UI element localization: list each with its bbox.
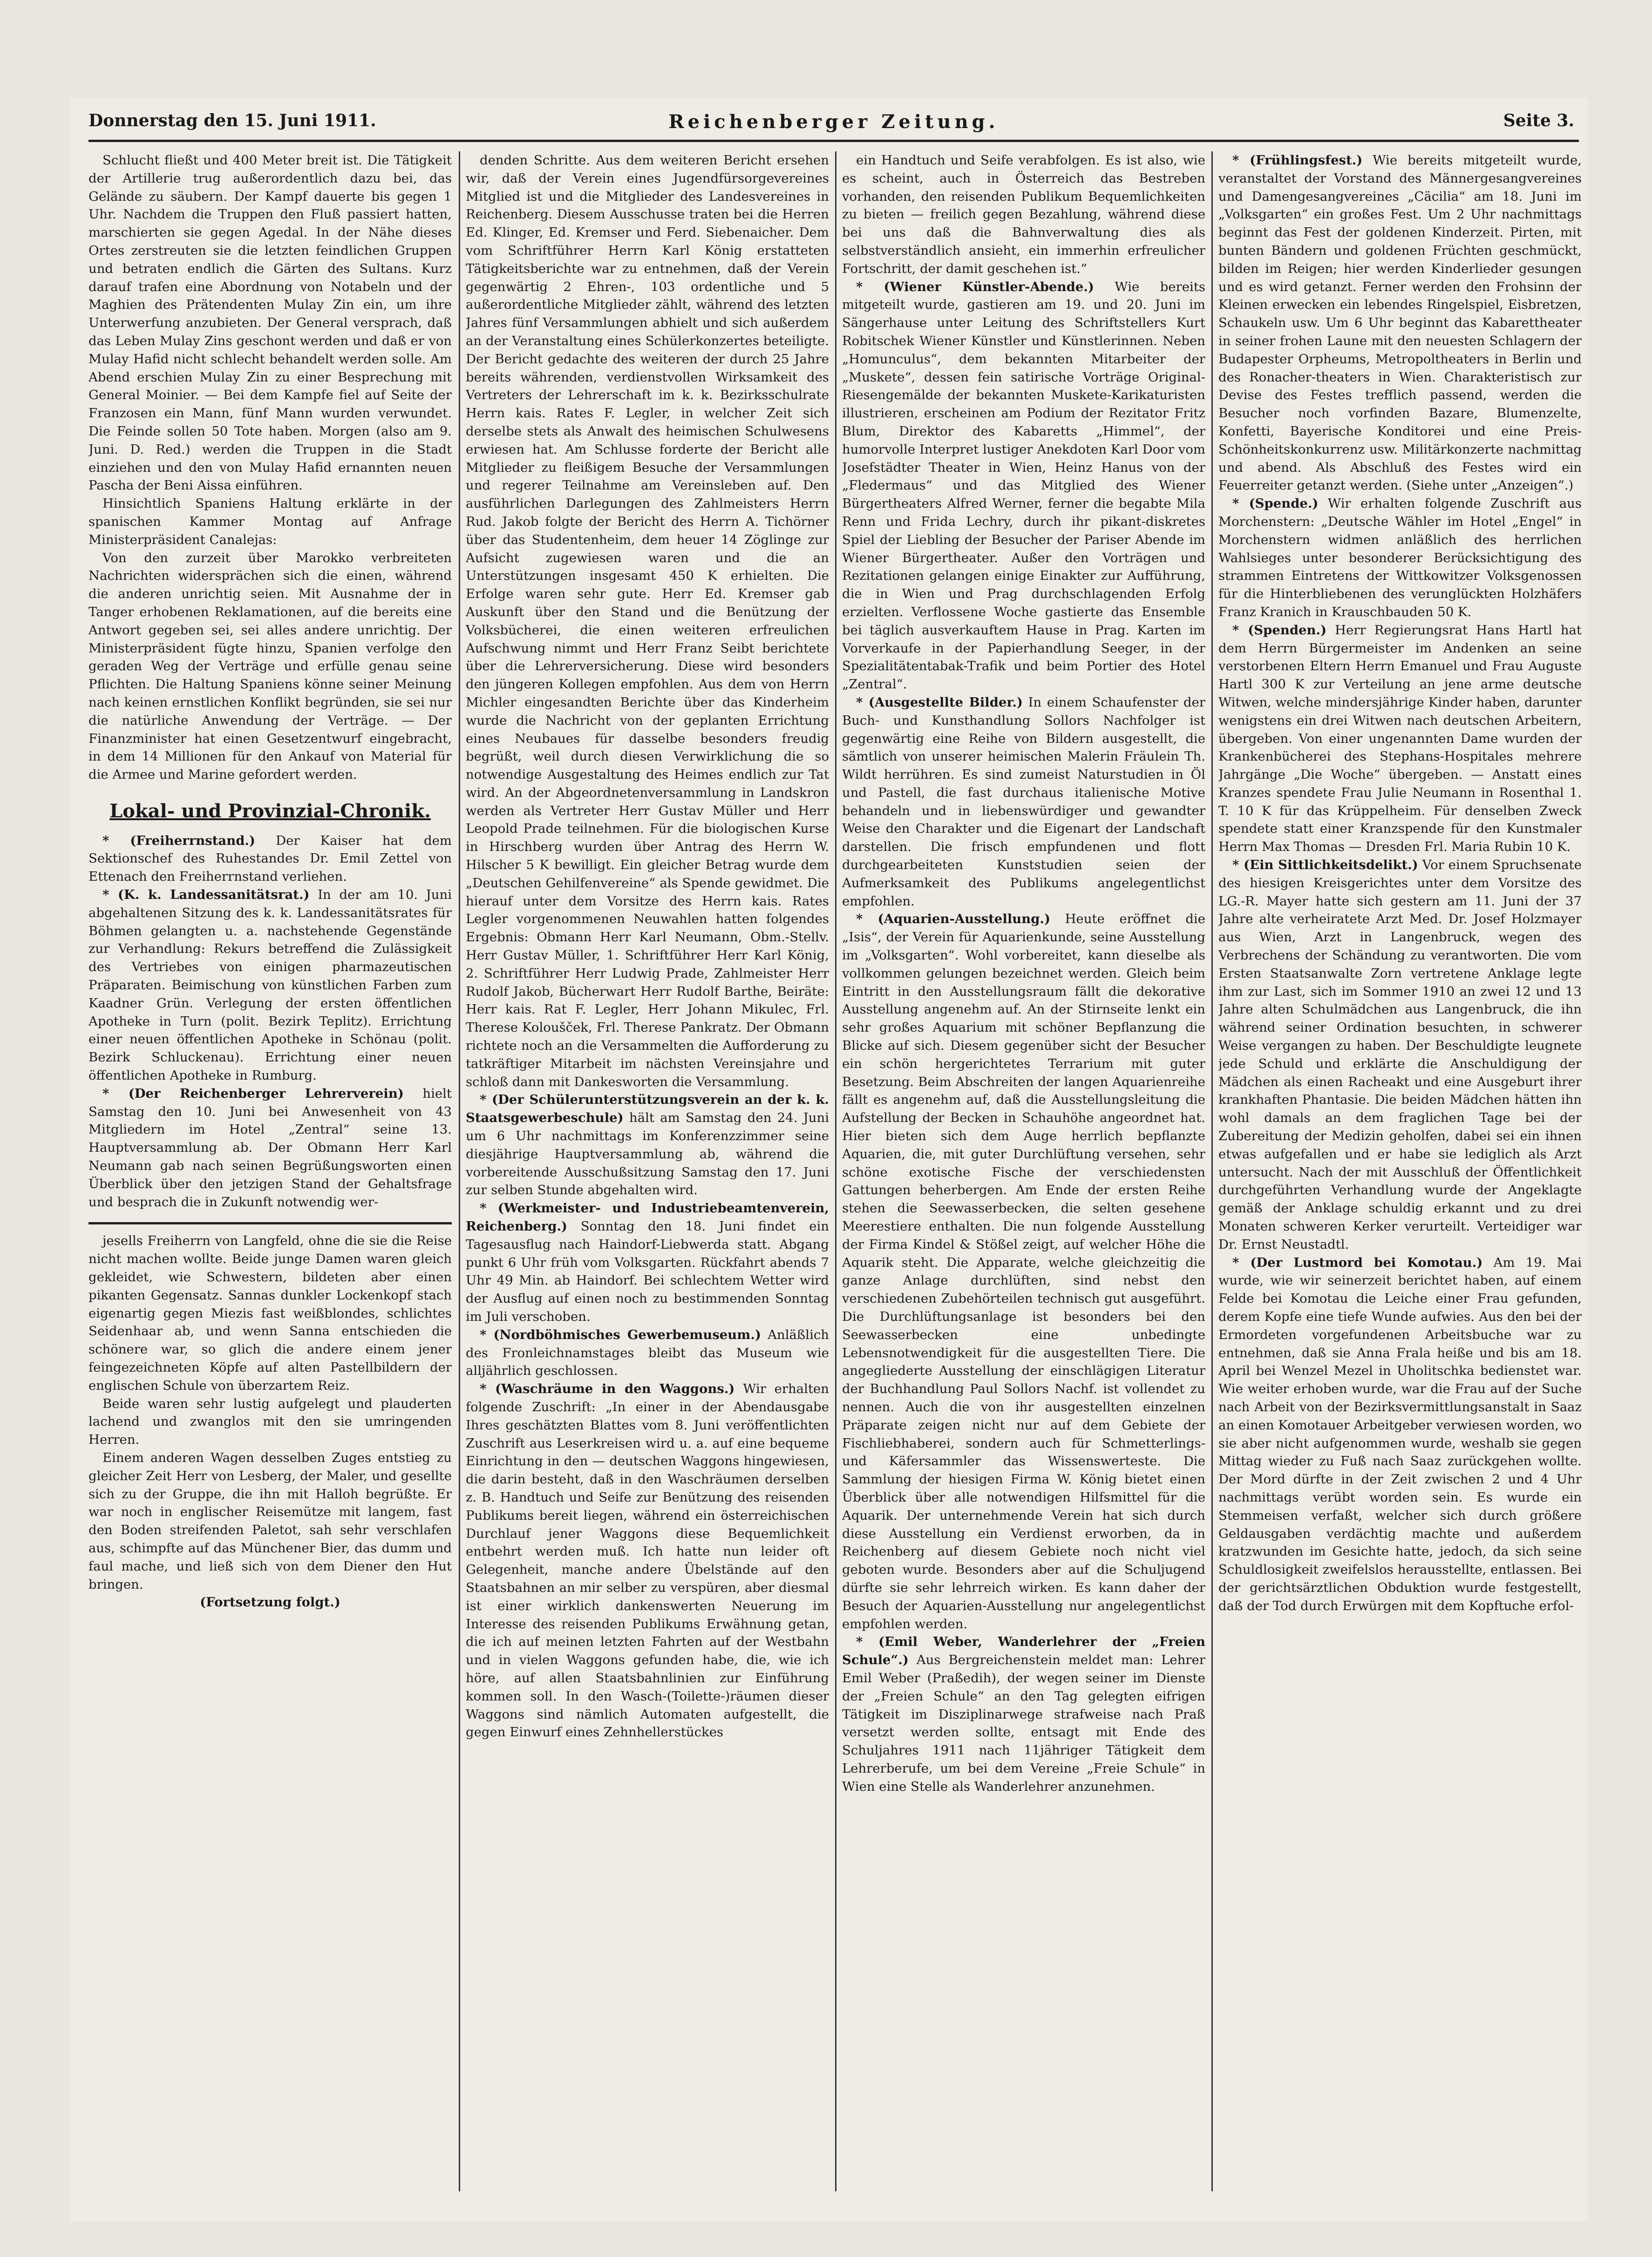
news-item [842,910,1205,1633]
continuation-note: (Fortsetzung folgt.) [200,1595,340,1610]
column-divider [1211,151,1213,2191]
news-item [88,1085,452,1211]
issue-date: Donnerstag den 15. Juni 1911. [88,111,376,130]
news-item [1218,621,1582,856]
news-item-heading: * (Freiherrnstand.) [102,833,256,848]
news-item [1218,856,1582,1254]
news-item-text: Wir erhalten folgende Zuschrift aus Morchenstern: „Deutsche Wähler im Hotel „Engel“ in Morchenstern widmen anläßlich des herrlichen Wahlsieges unter besonderer Berücksichtigung des strammen Eintretens der Wittkowitzer Volksgenossen für die Hinterbliebenen des verunglückten Holzhäfers Franz Kranich in Krauschbauden 50 K. [1218,496,1582,619]
article-text: Von den zurzeit über Marokko verbreiteten Nachrichten widersprächen sich die einen, während die anderen unrichtig seien. Mit Ausnahme der in Tanger erhobenen Reklamationen, auf die bereits eine Antwort gegeben sei, sei alles andere unrichtig. Der Ministerpräsident fügte hinzu, Spanien verfolge den geraden Weg der Verträge und erfülle genau seine Pflichten. Die Haltung Spaniens könne seiner Meinung nach keinen ernstlichen Konflikt begründen, sie sei nur die natürliche Anwendung der Verträge. — Der Finanzminister hat einen Gesetzentwurf eingebracht, in dem 14 Millionen für den Ankauf von Material für die Armee und Marine gefordert werden. [88,550,452,782]
news-item-text: Sonntag den 18. Juni findet ein Tagesausflug nach Haindorf-Liebwerda statt. Abgang punkt 6 Uhr früh vom Volksgarten. Rückfahrt abends 7 Uhr 49 Min. ab Haindorf. Bei schlechtem Wetter wird der Ausflug auf einen noch zu bestimmenden Sonntag im Juli verschoben. [466,1219,829,1324]
news-item-text: hielt Samstag den 10. Juni bei Anwesenheit von 43 Mitgliedern im Hotel „Zentral“ seine 13. Hauptversammlung ab. Der Obmann Herr Karl Neumann gab nach seinen Begrüßungsworten einen Überblick über den jetzigen Stand der Gehaltsfrage und besprach die in Zukunft notwendig wer- [88,1086,452,1210]
news-item-text: Wie bereits mitgeteilt wurde, veranstaltet der Vorstand des Männergesangvereines und Damengesangvereines „Cäcilia“ am 18. Juni im „Volksgarten“ ein großes Fest. Um 2 Uhr nachmittags beginnt das Fest der goldenen Kinderzeit. Pirten, mit bunten Bändern und goldenen Früchten geschmückt, bilden im Reigen; hier werden Kinderlieder gesungen und es wird getanzt. Ferner werden den Frohsinn der Kleinen erwecken ein lebendes Ringelspiel, Eisbretzen, Schaukeln usw. Um 6 Uhr beginnt das Kabarettheater in seiner frohen Laune mit den neuesten Schlagern der Budapester Orpheums, Metropoltheaters in Berlin und des Ronacher-theaters in Wien. Charakteristisch zur Devise des Festes trefflich passend, werden die Besucher noch vorfinden Bazare, Blumenzelte, Konfetti, Bayerische Konditorei und eine Preis-Schönheitskonkurrenz usw. Militärkonzerte nachmittag und abend. Als Abschluß des Festes wird ein Feuerreiter getanzt werden. (Siehe unter „Anzeigen“.) [1218,153,1582,493]
news-item-heading: * (Spende.) [1232,496,1319,511]
news-item-heading: * (Aquarien-Ausstellung.) [856,911,1051,927]
news-item [1218,151,1582,495]
article-text: Hinsichtlich Spaniens Haltung erklärte in der spanischen Kammer Montag auf Anfrage Ministerpräsident Canalejas: [88,496,452,547]
news-item-heading: * (Der Lustmord bei Komotau.) [1232,1255,1483,1270]
news-item-text: In der am 10. Juni abgehaltenen Sitzung des k. k. Landessanitätsrates für Böhmen gelangten u. a. nachstehende Gegenstände zur Verhandlung: Rekurs betreffend die Zulässigkeit des Vertriebes von einigen pharmazeutischen Präparaten. Beimischung von künstlichen Farben zum Kaadner Grün. Verlegung der ersten öffentlichen Apotheke in Turn (polit. Bezirk Teplitz). Errichtung einer neuen öffentlichen Apotheke in Schönau (polit. Bezirk Schluckenau). Errichtung einer neuen öffentlichen Apotheke in Rumburg. [88,887,452,1083]
news-item-text: Herr Regierungsrat Hans Hartl hat dem Herrn Bürgermeister im Andenken an seine verstorbenen Eltern Herrn Emanuel und Frau Auguste Hartl 300 K zur Verteilung an jene arme deutsche Witwen, welche mindersjährige Kinder haben, darunter wenigstens ein drei Witwen nach deutschen Arbeitern, übergeben. Von einer ungenannten Dame wurden der Krankenbücherei des Stephans-Hospitales mehrere Jahrgänge „Die Woche“ übergeben. — Anstatt eines Kranzes spendete Frau Julie Neumann in Rosenthal 1. T. 10 K für das Krüppelheim. Für denselben Zweck spendete statt einer Kranzspende für den Kunstmaler Herrn Max Thomas — Dresden Frl. Maria Rubin 10 K. [1218,622,1582,855]
news-item-heading: * (Der Reichenberger Lehrerverein) [102,1086,404,1101]
column-divider [835,151,836,2191]
news-item-heading: * (Waschräume in den Waggons.) [480,1381,735,1397]
news-item [1218,1254,1582,1615]
news-item [466,1091,829,1199]
page-header [88,111,1579,143]
news-item-heading: * (Nordböhmisches Gewerbemuseum.) [480,1327,761,1342]
news-item-text: Heute eröffnet die „Isis“, der Verein für Aquarienkunde, seine Ausstellung im „Volksgarten“. Wohl vorbereitet, kann dieselbe als vollkommen gelungen bezeichnet werden. Gleich beim Eintritt in den Ausstellungsraum fällt die dekorative Ausstellung angenehm auf. An der Stirnseite lenkt ein sehr großes Aquarium mit schöner Bepflanzung die Blicke auf sich. Diesem gegenüber sicht der Besucher ein schön hergerichtetes Terrarium mit guter Besetzung. Beim Abschreiten der langen Aquarienreihe fällt es angenehm auf, daß die Ausstellungsleitung die Aufstellung der Becken in Schauhöhe angeordnet hat. Hier bieten sich dem Auge herrlich bepflanzte Aquarien, die, mit guter Durchlüftung versehen, sehr schöne exotische Fische der verschiedensten Gattungen beherbergen. Am Ende der ersten Reihe stehen die Seewasserbecken, die selten gesehene Meerestiere enthalten. Die nun folgende Ausstellung der Firma Kindel & Stößel zeigt, auf welcher Höhe die Aquarik steht. Die Apparate, welche gleichzeitig die ganze Anlage durchlüften, sind nebst den verschiedenen Zubehörteilen technisch gut ausgeführt. Die Durchlüftungsanlage ist besonders bei den Seewasserbecken eine unbedingte Lebensnotwendigkeit für die ausgestellten Tiere. Die angegliederte Ausstellung der einschlägigen Literatur der Buchhandlung Paul Sollors Nachf. ist vollendet zu nennen. Auch die von ihr ausgestellten einzelnen Präparate zeigen nicht nur auf dem Gebiete der Fischliebhaberei, sondern auch für Schmetterlings- und Käfersammler das Wissenswerteste. Die Sammlung der hiesigen Firma W. König bietet einen Überblick über alle notwendigen Hilfsmittel für die Aquarik. Der unternehmende Verein hat sich durch diese Ausstellung ein Verdienst erworben, da in Reichenberg auf diesem Gebiete noch nicht viel geboten wurde. Besonders aber auf die Schuljugend dürfte sie sehr lehrreich wirken. Es kann daher der Besuch der Aquarien-Ausstellung nur angelegentlichst empfohlen werden. [842,911,1205,1632]
news-item [466,1199,829,1326]
news-item-text: Am 19. Mai wurde, wie wir seinerzeit berichtet haben, auf einem Felde bei Komotau die Leiche einer Frau gefunden, derem Kopfe eine tiefe Wunde aufwies. Aus den bei der Ermordeten vorgefundenen Arbeitsbuche war zu entnehmen, daß sie Anna Frala heiße und bis am 18. April bei Wenzel Mezel in Uholitschka bedienstet war. Wie weiter erhoben wurde, war die Frau auf der Suche nach Arbeit von der Bezirksvermittlungsanstalt in Saaz an einen Komotauer Arbeitgeber verwiesen worden, wo sie aber nicht aufgenommen wurde, weshalb sie gegen Mittag wieder zu Fuß nach Saaz zurückgehen wollte. Der Mord dürfte in der Zeit zwischen 2 und 4 Uhr nachmittags verübt worden sein. Es wurde ein Stemmeisen verfaßt, welcher sich durch größere Geldausgaben verdächtig machte und außerdem kratzwunden im Gesichte hatte, jedoch, da sich seine Schuldlosigkeit zweifelslos herausstellte, entlassen. Bei der gerichtsärztlichen Obduktion wurde festgestellt, daß der Tod durch Erwürgen mit dem Kopftuche erfol- [1218,1255,1582,1613]
news-item-text: Anläßlich des Fronleichnamstages bleibt das Museum wie alljährlich geschlossen. [466,1327,829,1379]
news-item-text: Der Kaiser hat dem Sektionschef des Ruhestandes Dr. Emil Zettel von Ettenach den Freiherrnstand verliehen. [88,833,452,884]
column-divider [459,151,460,2191]
news-item [88,886,452,1085]
news-item-heading: * (Werkmeister- und Industriebeamtenverein, Reichenberg.) [466,1201,829,1234]
column-2 [466,151,829,2196]
feuilleton-text: Einem anderen Wagen desselben Zuges entstieg zu gleicher Zeit Herr von Lesberg, der Maler, und gesellte sich zu der Gruppe, die ihn mit Halloh begrüßte. Er war noch in englischer Reisemütze mit langem, fast den Boden streifenden Paletot, sah sehr verschlafen aus, schimpfte auf das Münchener Bier, das dumm und faul mache, und ließ sich von dem Diener den Hut bringen. [88,1450,452,1592]
news-item [842,693,1205,911]
feuilleton-text: Beide waren sehr lustig aufgelegt und plauderten lachend und zwanglos mit den sie umringenden Herren. [88,1396,452,1448]
news-item [842,1633,1205,1795]
news-item-heading: * (Emil Weber, Wanderlehrer der „Freien Schule“.) [842,1634,1205,1668]
news-item-heading: * (Ein Sittlichkeitsdelikt.) [1232,857,1418,873]
news-item-text: hält am Samstag den 24. Juni um 6 Uhr nachmittags im Konferenzzimmer seine diesjährige Hauptversammlung ab, während die vorbereitende Ausschußsitzung Samstag den 17. Juni zur selben Stunde abgehalten wird. [466,1110,829,1198]
news-item-heading: * (Ausgestellte Bilder.) [856,694,1023,710]
news-item-text: Wie bereits mitgeteilt wurde, gastieren am 19. und 20. Juni im Sängerhause unter Leitung des Schriftstellers Kurt Robitschek Wiener Künstler und Künstlerinnen. Neben „Homunculus“, dem bekannten Mitarbeiter der „Muskete“, dessen fein satirische Vorträge Original-Riesengemälde der bekannten Muskete-Karikaturisten illustrieren, erscheinen am Podium der Rezitator Fritz Blum, Direktor des Kabaretts „Himmel“, der humorvolle Interpret lustiger Anekdoten Karl Door vom Josefstädter Theater in Wien, Heinz Hanus von der „Fledermaus“ und das Mitglied des Wiener Bürgertheaters Alfred Werner, ferner die begabte Mila Renn und Frida Lechry, durch ihr pikant-diskretes Spiel der Liebling der Besucher der Pariser Abende im Wiener Bürgertheater. Außer den Vorträgen und Rezitationen gelangen einige Einakter zur Aufführung, die in Wien und Prag durchschlagenden Erfolg erzielten. Verflossene Woche gastierte das Ensemble bei täglich ausverkauftem Hause in Prag. Karten im Vorverkaufe in der Papierhandlung Seeger, in der Spezialitätentabak-Trafik und beim Portier des Hotel „Zentral“. [842,279,1205,692]
article-text: denden Schritte. Aus dem weiteren Bericht ersehen wir, daß der Verein eines Jugendfürsorgevereines Mitglied ist und die Mitglieder des Landesvereines in Reichenberg. Diesem Ausschusse traten bei die Herren Ed. Klinger, Ed. Kremser und Ferd. Siebenaicher. Dem vom Schriftführer Herrn Karl König erstatteten Tätigkeitsberichte war zu entnehmen, daß der Verein gegenwärtig 2 Ehren-, 103 ordentliche und 5 außerordentliche Mitglieder zählt, während des letzten Jahres fünf Versammlungen abhielt und sich außerdem an der Veranstaltung eines Schülerkonzertes beteiligte. Der Bericht gedachte des weiteren der durch 25 Jahre bereits währenden, verdienstvollen Wirksamkeit des Vertreters der Lehrerschaft im k. k. Bezirksschulrate Herrn kais. Rates F. Legler, in welcher Zeit sich derselbe stets als Anwalt des heimischen Schulwesens erwiesen hat. Am Schlusse forderte der Bericht alle Mitglieder zu fleißigem Besuche der Versammlungen und regerer Teilnahme am Vereinsleben auf. Den ausführlichen Darlegungen des Zahlmeisters Herrn Rud. Jakob folgte der Bericht des Herrn A. Tichörner über das Studentenheim, dem heuer 14 Zöglinge zur Aufsicht zugewiesen waren und die an Unterstützungen insgesamt 450 K erhielten. Die Erfolge waren sehr gute. Herr Ed. Kremser gab Auskunft über den Stand und die Benützung der Volksbücherei, die einen weiteren erfreulichen Aufschwung nimmt und Herr Franz Seibt berichtete über die Lehrerversicherung. Diese wird besonders den jüngeren Kollegen empfohlen. Aus dem von Herrn Michler eingesandten Berichte über das Kinderheim wurde die Nachricht von der geplanten Errichtung eines Neubaues für dasselbe besonders freudig begrüßt, weil durch diesen Verwirklichung die so notwendige Ausgestaltung des Heimes endlich zur Tat wird. An der Abgeordnetenversammlung in Landskron werden als Vertreter Herr Gustav Müller und Herr Leopold Prade teilnehmen. Für die biologischen Kurse in Hirschberg wurden über Antrag des Herrn W. Hilscher 5 K bewilligt. Ein gleicher Betrag wurde dem „Deutschen Gehilfenvereine“ als Spende gewidmet. Die hierauf unter dem Vorsitze des Herrn kais. Rates Legler vorgenommenen Neuwahlen hatten folgendes Ergebnis: Obmann Herr Karl Neumann, Obm.-Stellv. Herr Gustav Müller, 1. Schriftführer Herr Karl König, 2. Schriftführer Herr Ludwig Prade, Zahlmeister Herr Rudolf Jakob, Bücherwart Herr Rudolf Barthe, Beiräte: Herr kais. Rat F. Legler, Herr Johann Mikulec, Frl. Therese Koloušček, Frl. Therese Pankratz. Der Obmann richtete noch an die Versammelten die Aufforderung zu tatkräftiger Mitarbeit im nächsten Vereinsjahre und schloß dann mit Dankesworten die Versammlung. [466,153,829,1089]
article-text: Schlucht fließt und 400 Meter breit ist. Die Tätigkeit der Artillerie trug außerordentlich dazu bei, das Gelände zu säubern. Der Kampf dauerte bis gegen 1 Uhr. Nachdem die Truppen den Fluß passiert hatten, marschierten sie gegen Agedal. In der Nähe dieses Ortes zerstreuten sie die letzten feindlichen Gruppen und betraten endlich die Gärten des Sultans. Kurz darauf trafen eine Abordnung von Notabeln und der Maghien des Prätendenten Mulay Zin ein, um ihre Unterwerfung anzubieten. Der General versprach, daß das Leben Mulay Zins geschont werden und daß er von Mulay Hafid nicht schlecht behandelt werden solle. Am Abend erschien Mulay Zin zu einer Besprechung mit General Moinier. — Bei dem Kampfe fiel auf Seite der Franzosen ein Mann, fünf Mann wurden verwundet. Die Feinde sollen 50 Tote haben. Morgen (also am 9. Juni. D. Red.) werden die Truppen in die Stadt einziehen und den von Mulay Hafid ernannten neuen Pascha der Beni Aissa einführen. [88,153,452,493]
column-1 [88,151,452,2196]
newspaper-title: Reichenberger Zeitung. [668,111,999,133]
news-item-heading: * (Spenden.) [1232,622,1327,638]
page-number: Seite 3. [1503,111,1574,130]
news-item-text: Aus Bergreichenstein meldet man: Lehrer Emil Weber (Praßedih), der wegen seiner im Dienste der „Freien Schule“ an den Tag gelegten eifrigen Tätigkeit im Disziplinarwege strafweise nach Praß versetzt werden sollte, entsagt mit Ende des Schuljahres 1911 nach 11jähriger Tätigkeit dem Lehrerberufe, um bei dem Vereine „Freie Schule“ in Wien eine Stelle als Wanderlehrer anzunehmen. [842,1652,1205,1794]
news-item [1218,495,1582,621]
news-item-text: In einem Schaufenster der Buch- und Kunsthandlung Sollors Nachfolger ist gegenwärtig eine Reihe von Bildern ausgestellt, die sämtlich von unserer heimischen Malerin Fräulein Th. Wildt herrühren. Es sind zumeist Naturstudien in Öl und Pastell, die fast durchaus italienische Motive behandeln und in liebenswürdiger und gewandter Weise den Charakter und die Eigenart der Landschaft darstellen. Die frisch empfundenen und flott durchgearbeiteten Kunststudien seien der Aufmerksamkeit des Publikums angelegentlichst empfohlen. [842,694,1205,909]
news-item-heading: * (Wiener Künstler-Abende.) [856,279,1094,294]
news-item [466,1326,829,1380]
feuilleton-rule [88,1222,452,1224]
section-heading: Lokal- und Provinzial-Chronik. [109,800,431,822]
news-item-heading: * (K. k. Landessanitätsrat.) [102,887,310,903]
article-text: ein Handtuch und Seife verabfolgen. Es ist also, wie es scheint, auch in Österreich das Bestreben vorhanden, den reisenden Publikum Bequemlichkeiten zu bieten — freilich gegen Bezahlung, während diese bei uns daß die Bahnverwaltung dies als selbstverständlich ansieht, ein immerhin erfreulicher Fortschritt, der damit geschehen ist.“ [842,153,1205,276]
news-item [466,1380,829,1741]
header-rule [88,140,1579,142]
feuilleton-text: jesells Freiherrn von Langfeld, ohne die sie die Reise nicht machen wollte. Beide junge Damen waren gleich gekleidet, wie Schwestern, bildeten aber einen pikanten Gegensatz. Sannas dunkler Lockenkopf stach eigenartig gegen Miezis fast weißblondes, schlichtes Seidenhaar ab, und wenn Sanna entschieden die schönere war, so glich die andere einem jener feingezeichneten Köpfe auf alten Pastellbildern der englischen Schule von überzartem Reiz. [88,1233,452,1393]
news-item-heading: * (Frühlingsfest.) [1232,153,1363,168]
news-item-text: Wir erhalten folgende Zuschrift: „In einer in der Abendausgabe Ihres geschätzten Blattes vom 8. Juni veröffentlichten Zuschrift aus Leserkreisen wird u. a. auf eine bequeme Einrichtung in den — deutschen Waggons hingewiesen, die darin besteht, daß in den Waschräumen derselben z. B. Handtuch und Seife zur Benützung des reisenden Publikums bereit liegen, während ein österreichischen Durchlauf jener Waggons diese Bequemlichkeit entbehrt werden muß. Ich hatte nun leider oft Gelegenheit, manche andere Übelstände auf den Staatsbahnen an mir selber zu verspüren, aber diesmal ist einer wirklich dankenswerten Neuerung im Interesse des reisenden Publikums Erwähnung getan, die ich auf meinen letzten Fahrten auf der Westbahn und in vielen Waggons gefunden habe, die, wie ich höre, auf allen Staatsbahnlinien zur Einführung kommen soll. In den Wasch-(Toilette-)räumen dieser Waggons sind nämlich Automaten aufgestellt, die gegen Einwurf eines Zehnhellerstückes [466,1381,829,1740]
news-item-heading: * (Der Schülerunterstützungsverein an der k. k. Staatsgewerbeschule) [466,1092,829,1126]
column-4 [1218,151,1582,2196]
news-item [842,278,1205,693]
column-3 [842,151,1205,2196]
news-item-text: Vor einem Spruchsenate des hiesigen Kreisgerichtes unter dem Vorsitze des LG.-R. Mayer hatte sich gestern am 11. Juni der 37 Jahre alte verheiratete Arzt Med. Dr. Josef Holzmayer aus Wien, Arzt in Langenbruck, wegen des Verbrechens der Schändung zu verantworten. Die vom Ersten Staatsanwalte Zorn vertretene Anklage legte ihm zur Last, sich im Sommer 1910 an zwei 12 und 13 Jahre alten Schulmädchen aus Langenbruck, die ihn während seiner Ordination besuchten, in schwerer Weise vergangen zu haben. Der Beschuldigte leugnete jede Schuld und erklärte die Anschuldigung der Mädchen als einen Racheakt und eine Ausgeburt ihrer krankhaften Phantasie. Die beiden Mädchen hätten ihn wohl damals an dem fraglichen Tage bei der Zubereitung der Medizin geholfen, dabei sei ein ihnen etwas aufgefallen und er habe sie lediglich als Arzt untersucht. Nach der mit Ausschluß der Öffentlichkeit durchgeführten Verhandlung wurde der Angeklagte gemäß der Anklage schuldig erkannt und zu drei Monaten schweren Kerker verurteilt. Verteidiger war Dr. Ernst Neustadtl. [1218,857,1582,1252]
news-item [88,832,452,886]
